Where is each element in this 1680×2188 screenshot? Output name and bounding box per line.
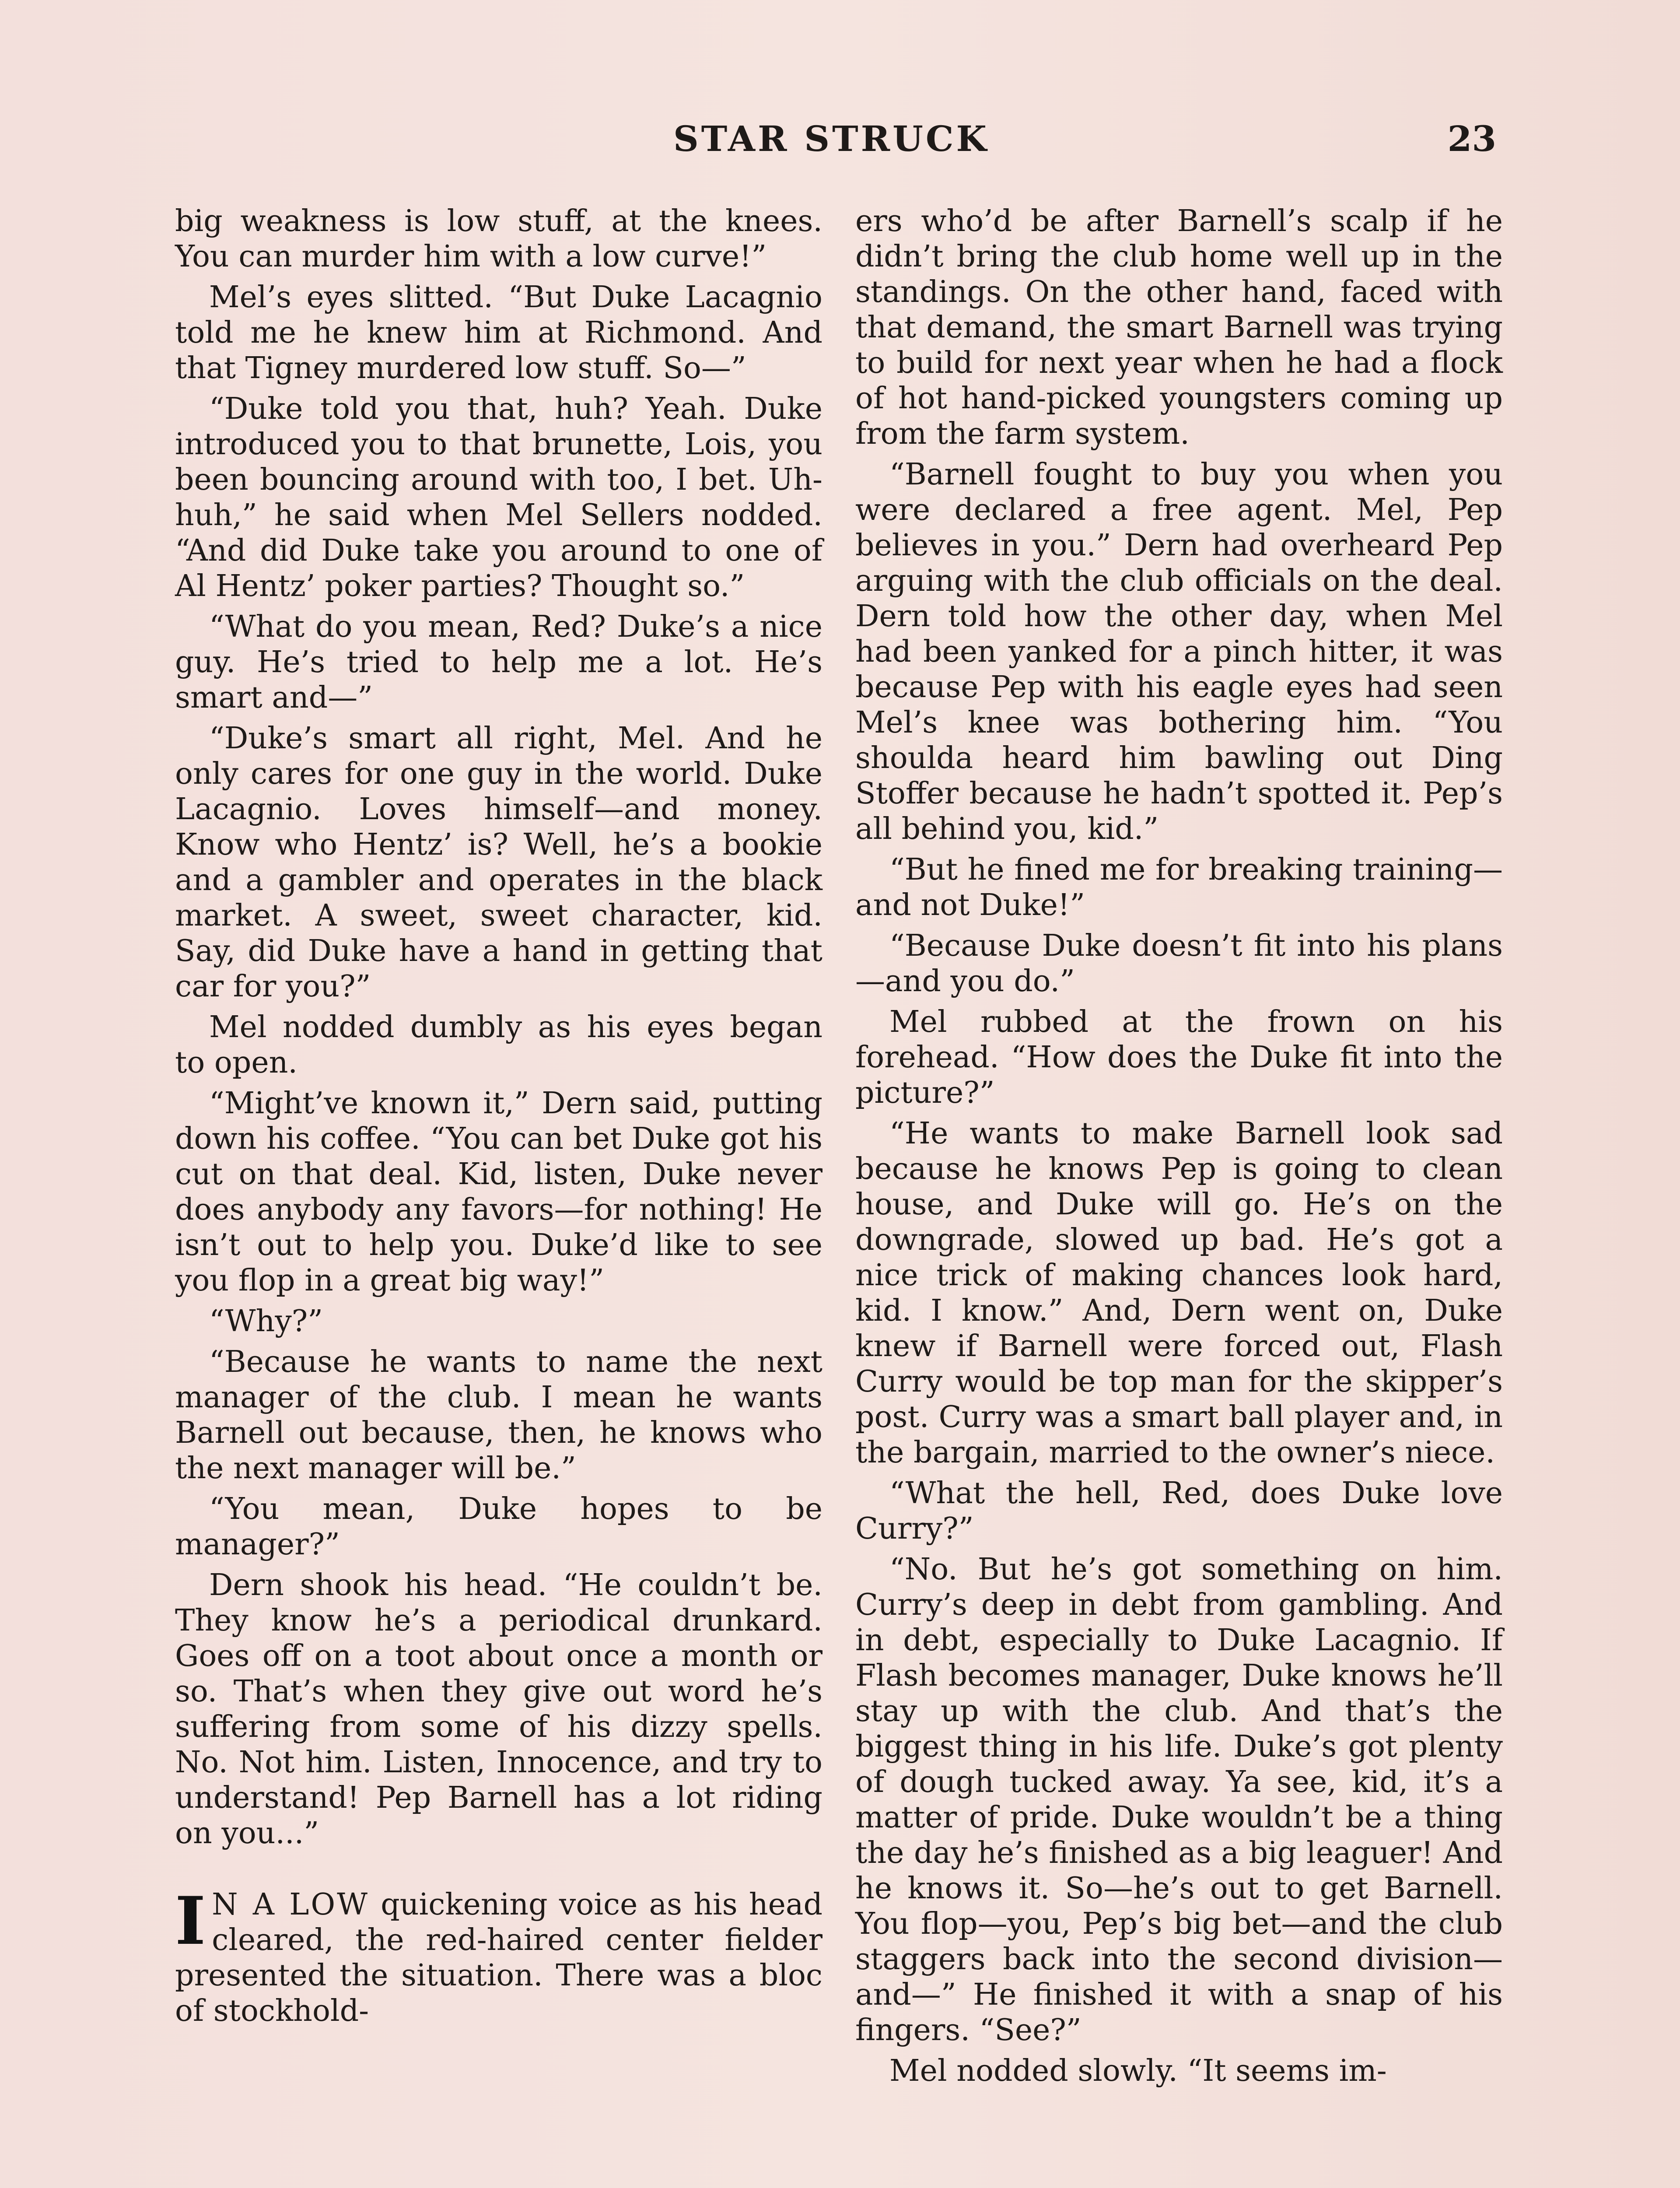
paragraph: “Might’ve known it,” Dern said, putting down his coffee. “You can bet Duke got his cut on that deal. Kid, listen, Duke never does anybody any favors—for nothing! He isn’t out to help you. Duke’d like to see you flop in a great big way!” <box>175 1086 822 1298</box>
paragraph: “Duke told you that, huh? Yeah. Duke introduced you to that brunette, Lois, you been bouncing around with too, I bet. Uh-huh,” he said when Mel Sellers nodded. “And did Duke take you around to one of Al Hentz’ poker parties? Thought so.” <box>175 392 822 603</box>
section-text: quickening voice as his head cleared, the red-haired center fielder presented the situation. There was a bloc of stockhold- <box>175 1887 822 2028</box>
lead-in-caps: N A LOW <box>212 1887 370 1922</box>
paragraph: “No. But he’s got something on him. Curry’s deep in debt from gambling. And in debt, especially to Duke Lacagnio. If Flash becomes manager, Duke knows he’ll stay up with the club. And that’s the biggest thing in his life. Duke’s got plenty of dough tucked away. Ya see, kid, it’s a matter of pride. Duke wouldn’t be a thing the day he’s finished as a big leaguer! And he knows it. So—he’s out to get Barnell. You flop—you, Pep’s big bet—and the club staggers back into the second division—and—” He finished it with a snap of his fingers. “See?” <box>855 1552 1503 2048</box>
page-number: 23 <box>1447 118 1496 159</box>
paragraph: “Duke’s smart all right, Mel. And he only cares for one guy in the world. Duke Lacagnio. Loves himself—and money. Know who Hentz’ is? Well, he’s a bookie and a gambler and operates in the black market. A sweet, sweet character, kid. Say, did Duke have a hand in getting that car for you?” <box>175 721 822 1004</box>
paragraph: “Barnell fought to buy you when you were declared a free agent. Mel, Pep believes in you.” Dern had overheard Pep arguing with the club officials on the deal. Dern told how the other day, when Mel had been yanked for a pinch hitter, it was because Pep with his eagle eyes had seen Mel’s knee was bothering him. “You shoulda heard him bawling out Ding Stoffer because he hadn’t spotted it. Pep’s all behind you, kid.” <box>855 457 1503 846</box>
page-header <box>166 118 1496 171</box>
paragraph: “What do you mean, Red? Duke’s a nice guy. He’s tried to help me a lot. He’s smart and—” <box>175 610 822 715</box>
drop-cap: I <box>175 1883 206 1960</box>
paragraph: “But he fined me for breaking training— and not Duke!” <box>855 852 1503 922</box>
right-column <box>855 203 1503 2094</box>
paragraph: big weakness is low stuff, at the knees. You can murder him with a low curve!” <box>175 204 822 274</box>
running-title: STAR STRUCK <box>673 118 990 159</box>
paragraph: Dern shook his head. “He couldn’t be. They know he’s a periodical drunkard. Goes off on a toot about once a month or so. That’s when they give out word he’s suffering from some of his dizzy spells. No. Not him. Listen, Innocence, and try to understand! Pep Barnell has a lot riding on you...” <box>175 1568 822 1851</box>
paragraph: “Why?” <box>209 1304 323 1339</box>
paragraph: Mel nodded slowly. “It seems im- <box>889 2054 1387 2088</box>
paragraph: Mel’s eyes slitted. “But Duke Lacagnio told me he knew him at Richmond. And that Tigney murdered low stuff. So—” <box>175 280 822 386</box>
paragraph: “Because Duke doesn’t fit into his plans—and you do.” <box>855 929 1503 999</box>
paragraph: “What the hell, Red, does Duke love Curry?” <box>855 1476 1503 1546</box>
left-column <box>175 203 822 2034</box>
paragraph: “Because he wants to name the next manager of the club. I mean he wants Barnell out because, then, he knows who the next manager will be.” <box>175 1345 822 1486</box>
paragraph: Mel rubbed at the frown on his forehead. “How does the Duke fit into the picture?” <box>855 1005 1503 1110</box>
paragraph: “He wants to make Barnell look sad because he knows Pep is going to clean house, and Duke will go. He’s on the downgrade, slowed up bad. He’s got a nice trick of making chances look hard, kid. I know.” And, Dern went on, Duke knew if Barnell were forced out, Flash Curry would be top man for the skipper’s post. Curry was a smart ball player and, in the bargain, married to the owner’s niece. <box>855 1116 1503 1470</box>
paragraph: Mel nodded dumbly as his eyes began to open. <box>175 1010 822 1080</box>
section-opening-paragraph <box>175 1883 822 2029</box>
paragraph: ers who’d be after Barnell’s scalp if he didn’t bring the club home well up in the standings. On the other hand, faced with that demand, the smart Barnell was trying to build for next year when he had a flock of hot hand-picked youngsters coming up from the farm system. <box>855 204 1503 451</box>
paragraph: “You mean, Duke hopes to be manager?” <box>175 1492 822 1562</box>
section-break <box>175 1856 822 1887</box>
